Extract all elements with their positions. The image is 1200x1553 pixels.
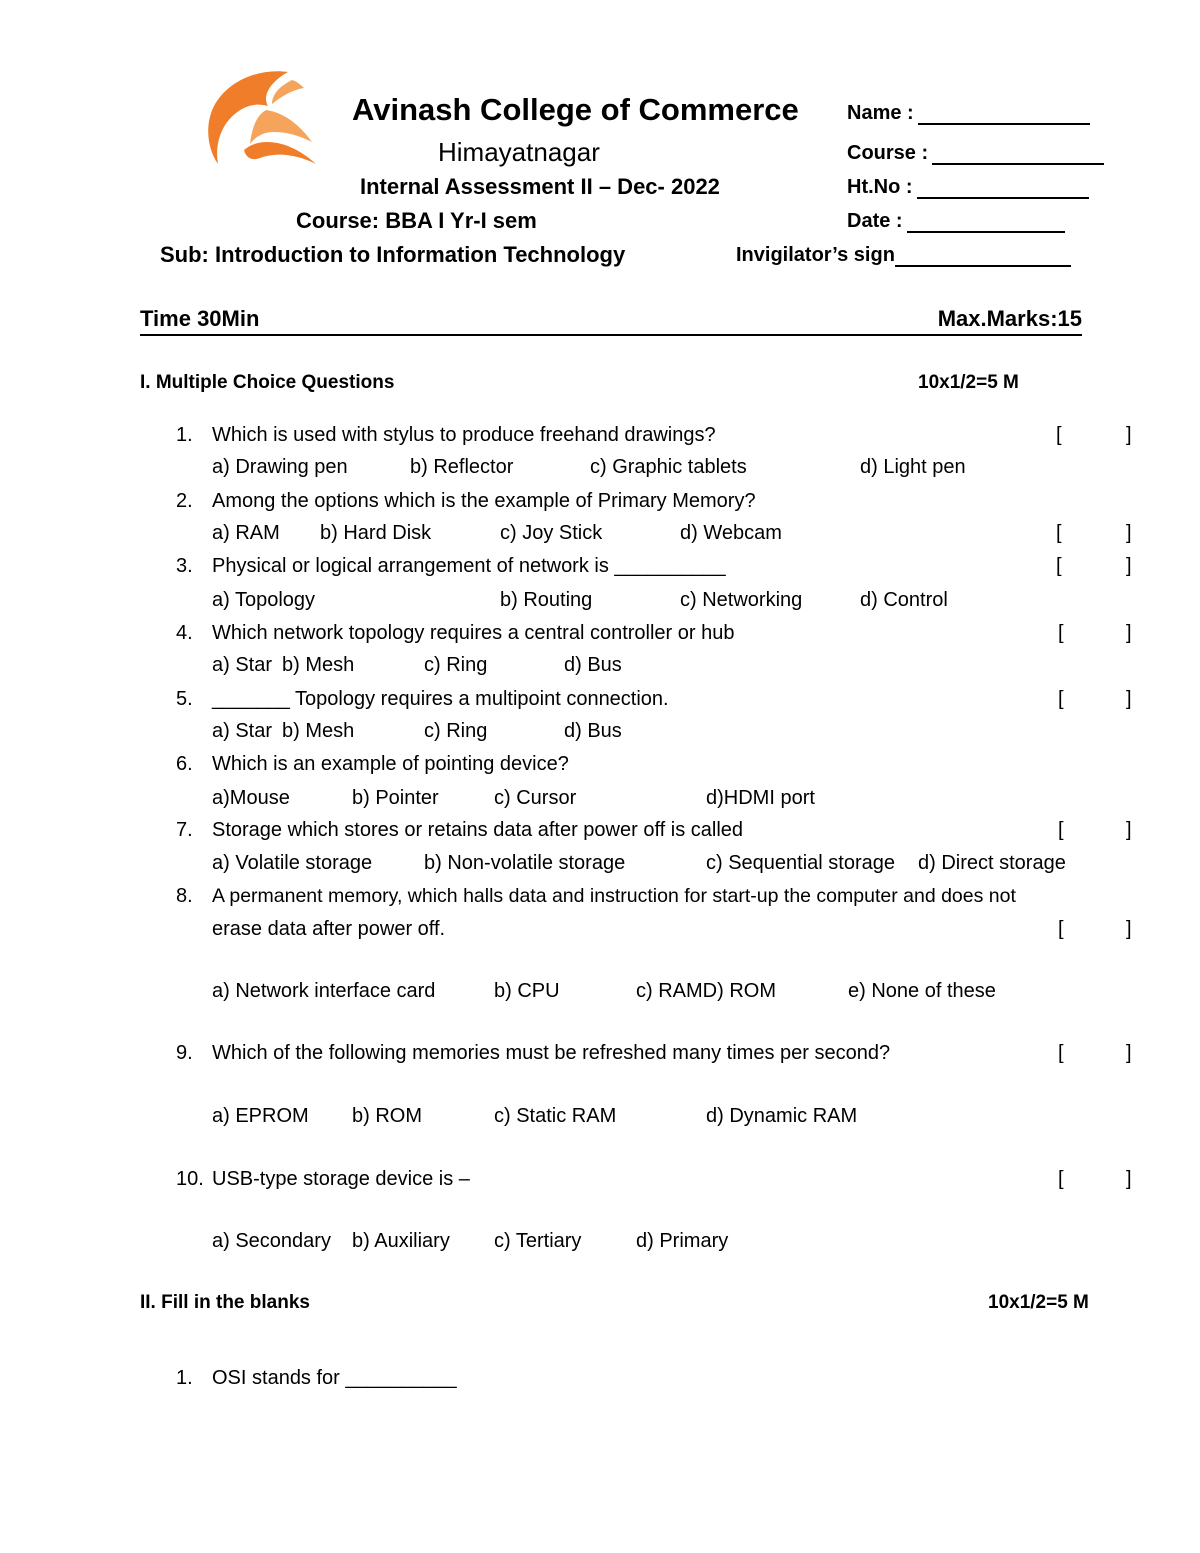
question-number: 3. bbox=[176, 555, 193, 577]
option: c) Graphic tablets bbox=[590, 456, 747, 478]
option: c) Ring bbox=[424, 654, 488, 676]
question-number: 1. bbox=[176, 1367, 193, 1389]
section2-marks: 10x1/2=5 M bbox=[988, 1292, 1089, 1313]
date-label: Date : bbox=[847, 210, 903, 232]
question-text: Which of the following memories must be refreshed many times per second? bbox=[212, 1042, 891, 1064]
option: b) Hard Disk bbox=[320, 522, 432, 544]
name-label: Name : bbox=[847, 102, 914, 124]
course-field bbox=[847, 142, 1104, 165]
option: a) Volatile storage bbox=[212, 852, 373, 874]
option: b) ROM bbox=[352, 1105, 422, 1127]
answer-bracket-close: ] bbox=[1126, 688, 1132, 710]
option: c) Cursor bbox=[494, 787, 577, 809]
question-number: 5. bbox=[176, 688, 193, 710]
option: a)Mouse bbox=[212, 787, 290, 809]
question-text: Which is used with stylus to produce freehand drawings? bbox=[212, 424, 716, 446]
answer-bracket-open[interactable]: [ bbox=[1058, 622, 1064, 644]
exam-max-marks: Max.Marks:15 bbox=[937, 306, 1082, 331]
exam-time: Time 30Min bbox=[140, 306, 260, 331]
option: c) Sequential storage bbox=[706, 852, 896, 874]
option: d) Bus bbox=[564, 654, 622, 676]
assessment-title: Internal Assessment II – Dec- 2022 bbox=[360, 174, 720, 199]
option: c) Joy Stick bbox=[500, 522, 603, 544]
question-number: 4. bbox=[176, 622, 193, 644]
question-number: 6. bbox=[176, 753, 193, 775]
question-text: Among the options which is the example of Primary Memory? bbox=[212, 490, 756, 512]
answer-bracket-open[interactable]: [ bbox=[1058, 1042, 1064, 1064]
answer-bracket-open[interactable]: [ bbox=[1058, 819, 1064, 841]
answer-bracket-open[interactable]: [ bbox=[1056, 424, 1062, 446]
course-label: Course : bbox=[847, 142, 929, 164]
option: b) Routing bbox=[500, 589, 593, 611]
question-text: Physical or logical arrangement of network is __________ bbox=[212, 555, 726, 577]
option: b) Auxiliary bbox=[352, 1230, 450, 1252]
option: a) Secondary bbox=[212, 1230, 331, 1252]
answer-bracket-close: ] bbox=[1126, 522, 1132, 544]
date-blank[interactable] bbox=[907, 213, 1065, 233]
question-number: 1. bbox=[176, 424, 193, 446]
question-number: 10. bbox=[176, 1168, 204, 1190]
question-text: _______ Topology requires a multipoint connection. bbox=[212, 688, 669, 710]
option: b) Non-volatile storage bbox=[424, 852, 626, 874]
section1-title: I. Multiple Choice Questions bbox=[140, 372, 395, 393]
option: e) None of these bbox=[848, 980, 996, 1002]
question-text-continued: erase data after power off. bbox=[212, 918, 446, 940]
college-name: Avinash College of Commerce bbox=[352, 92, 799, 127]
question-text: Storage which stores or retains data after power off is called bbox=[212, 819, 744, 841]
question-text: A permanent memory, which halls data and instruction for start-up the computer and does not bbox=[212, 885, 1016, 907]
answer-bracket-close: ] bbox=[1126, 918, 1132, 940]
answer-bracket-open[interactable]: [ bbox=[1058, 688, 1064, 710]
question-text: Which network topology requires a central controller or hub bbox=[212, 622, 735, 644]
answer-bracket-open[interactable]: [ bbox=[1056, 522, 1062, 544]
date-field bbox=[847, 210, 1065, 233]
option: a) Network interface card bbox=[212, 980, 436, 1002]
option: d) Webcam bbox=[680, 522, 782, 544]
question-text: USB-type storage device is – bbox=[212, 1168, 470, 1190]
invigilator-blank[interactable] bbox=[895, 247, 1071, 267]
college-logo bbox=[200, 66, 322, 172]
college-location: Himayatnagar bbox=[438, 137, 600, 167]
option: b) CPU bbox=[494, 980, 560, 1002]
option: d) Direct storage bbox=[918, 852, 1066, 874]
question-number: 7. bbox=[176, 819, 193, 841]
section1-marks: 10x1/2=5 M bbox=[918, 372, 1019, 393]
section2-title: II. Fill in the blanks bbox=[140, 1292, 310, 1313]
option: d)HDMI port bbox=[706, 787, 815, 809]
option: c) Static RAM bbox=[494, 1105, 617, 1127]
option: d) Light pen bbox=[860, 456, 966, 478]
answer-bracket-close: ] bbox=[1126, 819, 1132, 841]
htno-label: Ht.No : bbox=[847, 176, 913, 198]
question-number: 8. bbox=[176, 885, 193, 907]
invigilator-label: Invigilator’s sign bbox=[736, 244, 895, 266]
course-blank[interactable] bbox=[932, 145, 1104, 165]
option: b) Pointer bbox=[352, 787, 439, 809]
question-number: 9. bbox=[176, 1042, 193, 1064]
answer-bracket-open[interactable]: [ bbox=[1056, 555, 1062, 577]
htno-field bbox=[847, 176, 1089, 199]
answer-bracket-open[interactable]: [ bbox=[1058, 918, 1064, 940]
answer-bracket-close: ] bbox=[1126, 424, 1132, 446]
option: d) Primary bbox=[636, 1230, 729, 1252]
option: b) Mesh bbox=[282, 720, 355, 742]
option: a) Topology bbox=[212, 589, 316, 611]
invigilator-field bbox=[736, 244, 1071, 267]
option: c) Ring bbox=[424, 720, 488, 742]
name-field bbox=[847, 102, 1090, 125]
answer-bracket-close: ] bbox=[1126, 1042, 1132, 1064]
option: a) RAM bbox=[212, 522, 280, 544]
option: b) Reflector bbox=[410, 456, 514, 478]
question-text: OSI stands for __________ bbox=[212, 1367, 457, 1389]
option: a) EPROM bbox=[212, 1105, 309, 1127]
answer-bracket-open[interactable]: [ bbox=[1058, 1168, 1064, 1190]
option: c) Networking bbox=[680, 589, 803, 611]
option: c) Tertiary bbox=[494, 1230, 582, 1252]
question-number: 2. bbox=[176, 490, 193, 512]
option: d) Bus bbox=[564, 720, 622, 742]
option: d) Control bbox=[860, 589, 948, 611]
name-blank[interactable] bbox=[918, 105, 1090, 125]
option: a) Drawing pen bbox=[212, 456, 348, 478]
time-marks-bar bbox=[140, 306, 1082, 336]
htno-blank[interactable] bbox=[917, 179, 1089, 199]
option: d) Dynamic RAM bbox=[706, 1105, 858, 1127]
option: b) Mesh bbox=[282, 654, 355, 676]
answer-bracket-close: ] bbox=[1126, 1168, 1132, 1190]
answer-bracket-close: ] bbox=[1126, 622, 1132, 644]
option: a) Star bbox=[212, 654, 273, 676]
answer-bracket-close: ] bbox=[1126, 555, 1132, 577]
course-title: Course: BBA I Yr-I sem bbox=[296, 208, 537, 233]
question-text: Which is an example of pointing device? bbox=[212, 753, 569, 775]
subject-title: Sub: Introduction to Information Technology bbox=[160, 242, 626, 267]
option: a) Star bbox=[212, 720, 273, 742]
option: c) RAMD) ROM bbox=[636, 980, 776, 1002]
